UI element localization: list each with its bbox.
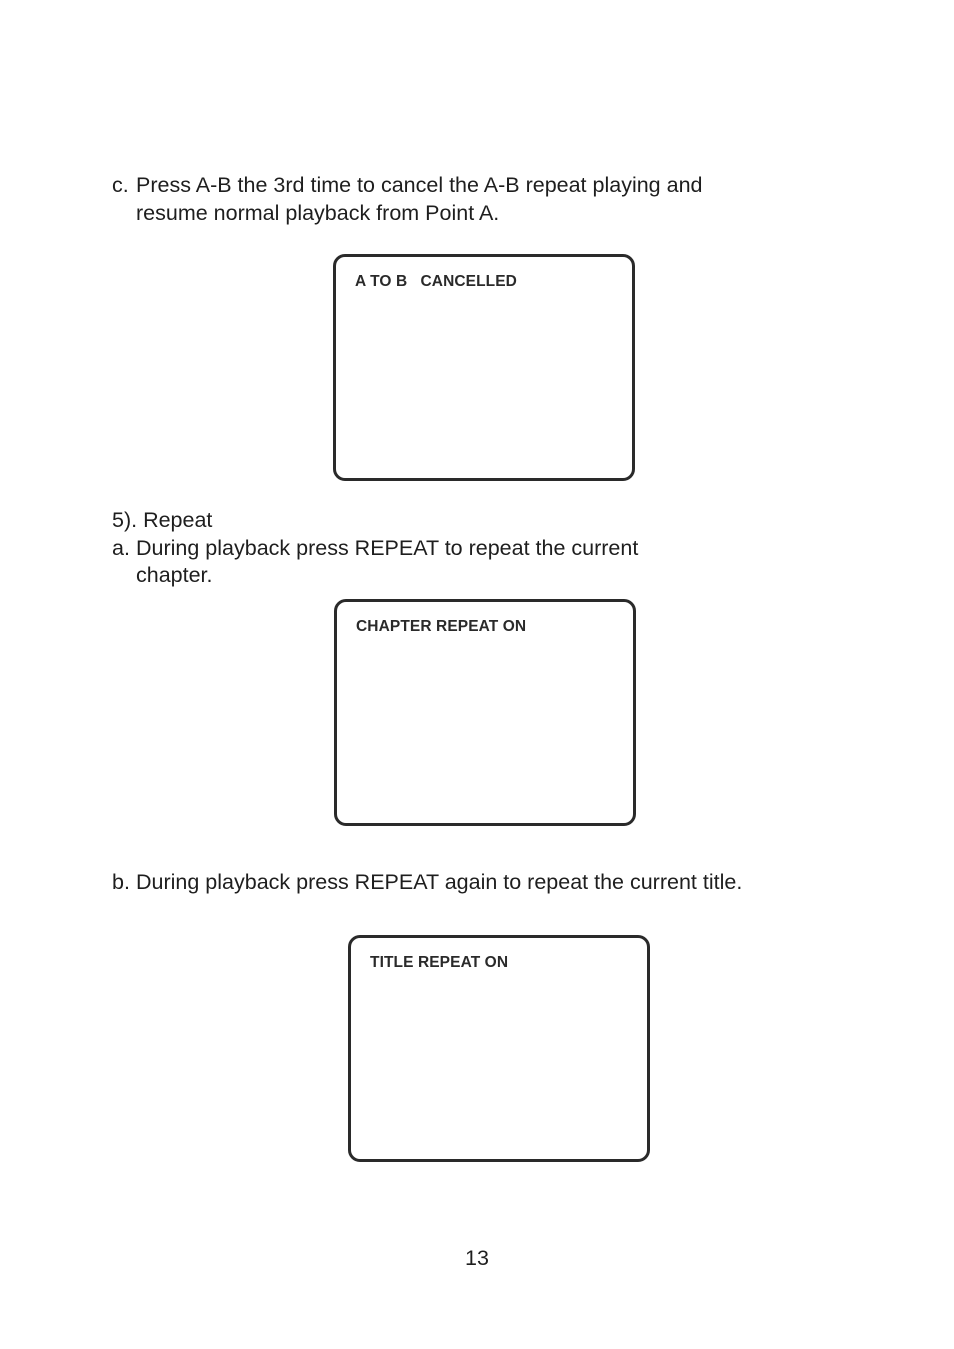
screen-title-repeat-text: TITLE REPEAT ON [370, 954, 509, 971]
step-c-line-1 [112, 171, 703, 199]
step-c-text-1: Press A-B the 3rd time to cancel the A-B repeat playing and [136, 173, 703, 197]
step-a-label: a. [112, 536, 130, 560]
screen-chapter-repeat [334, 599, 636, 826]
section-repeat-heading: 5). Repeat [112, 508, 213, 532]
step-b-text-1: During playback press REPEAT again to repeat the current title. [136, 870, 743, 894]
step-b-line-1 [112, 868, 742, 896]
step-a-line-1 [112, 534, 638, 562]
step-a-text-1: During playback press REPEAT to repeat the current [136, 536, 639, 560]
step-a-line-2 [112, 561, 213, 589]
screen-ab-cancelled-text: A TO B CANCELLED [355, 273, 517, 290]
screen-ab-cancelled [333, 254, 635, 481]
step-c-line-2 [112, 199, 499, 227]
page-number: 13 [465, 1246, 489, 1270]
step-c-label: c. [112, 173, 129, 197]
step-a-text-2: chapter. [136, 563, 213, 587]
step-c-text-2: resume normal playback from Point A. [136, 201, 500, 225]
screen-chapter-repeat-text: CHAPTER REPEAT ON [356, 618, 527, 635]
screen-title-repeat [348, 935, 650, 1162]
step-b-label: b. [112, 870, 130, 894]
